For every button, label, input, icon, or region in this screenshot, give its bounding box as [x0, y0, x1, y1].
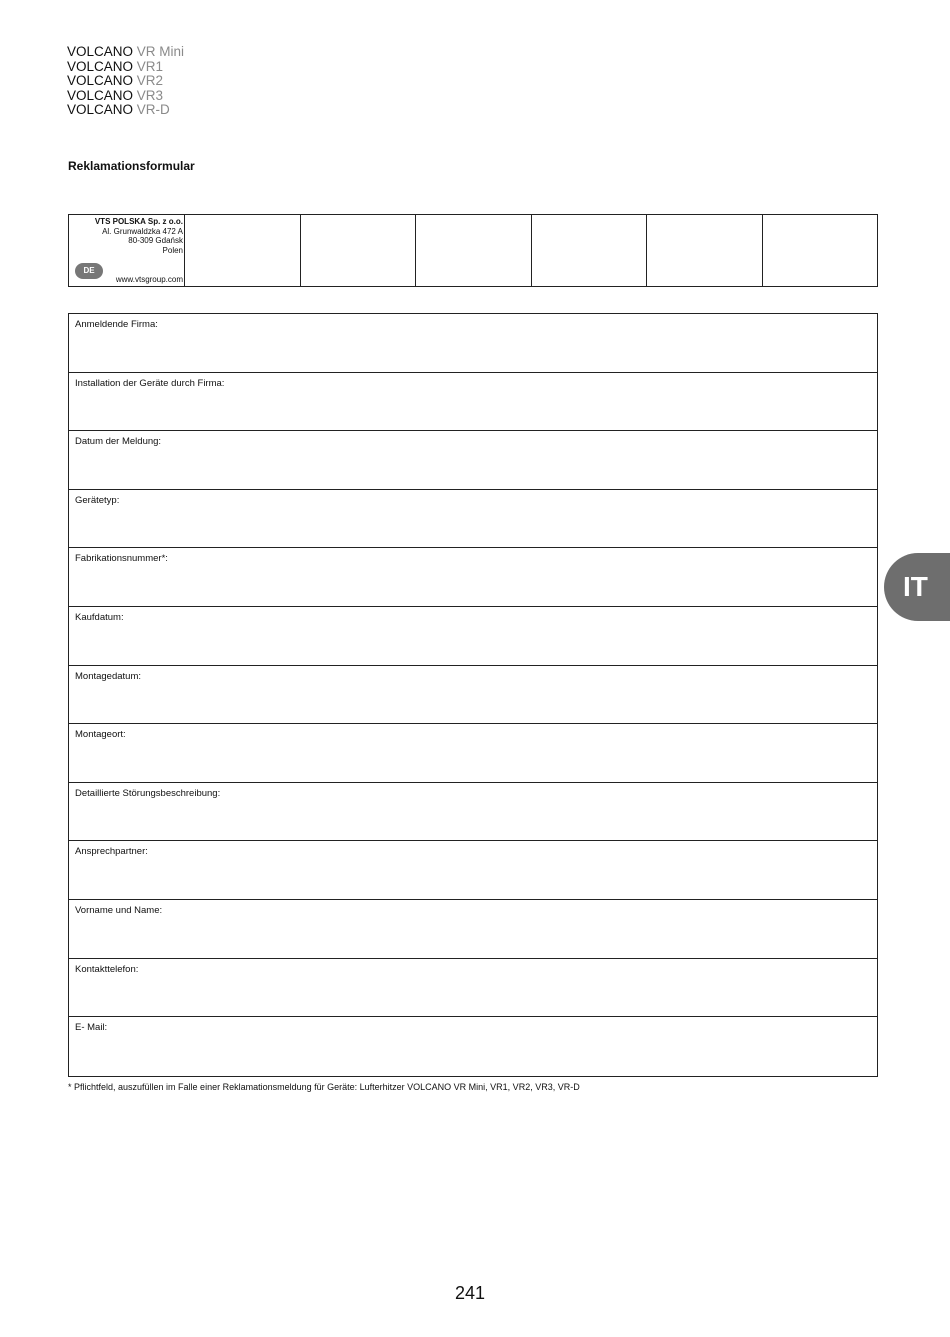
- field-row-device-type[interactable]: [69, 490, 877, 549]
- field-row-full-name[interactable]: [69, 900, 877, 959]
- page-number: 241: [454, 1283, 486, 1303]
- header-blank-cell[interactable]: [647, 215, 763, 286]
- field-label: Fabrikationsnummer*:: [75, 553, 168, 565]
- company-name: VTS POLSKA Sp. z o.o.: [94, 217, 183, 226]
- field-label: Detaillierte Störungsbeschreibung:: [75, 787, 221, 799]
- footnote: * Pflichtfeld, auszufüllen im Falle einer Reklamationsmeldung für Geräte: Lufterhitzer VOLCANO VR Mini, VR1, VR2, VR3, VR-D: [68, 1082, 580, 1092]
- field-label: Vorname und Name:: [75, 904, 163, 916]
- header-blank-cell[interactable]: [301, 215, 417, 286]
- field-label: Montagedatum:: [75, 670, 142, 682]
- model-variant: VR-D: [136, 102, 170, 117]
- company-city: 80-309 Gdańsk: [128, 236, 183, 245]
- field-row-installation-company[interactable]: [69, 373, 877, 432]
- field-label: E- Mail:: [75, 1022, 108, 1034]
- field-label: Anmeldende Firma:: [75, 319, 158, 330]
- field-row-purchase-date[interactable]: [69, 607, 877, 666]
- language-badge: DE: [75, 263, 103, 279]
- field-row-email[interactable]: [69, 1017, 877, 1076]
- field-row-contact-person[interactable]: [69, 841, 877, 900]
- header-blank-cell[interactable]: [185, 215, 301, 286]
- company-country: Polen: [162, 245, 183, 255]
- field-row-reporting-company[interactable]: [69, 314, 877, 373]
- field-row-fault-description[interactable]: [69, 783, 877, 842]
- fields-table: [68, 313, 878, 1077]
- model-brand: VOLCANO: [67, 73, 134, 88]
- header-blank-cell[interactable]: [532, 215, 648, 286]
- model-variant: VR3: [136, 87, 164, 103]
- field-row-installation-date[interactable]: [69, 666, 877, 725]
- field-row-serial-number[interactable]: [69, 548, 877, 607]
- field-label: Gerätetyp:: [75, 494, 120, 506]
- model-brand: VOLCANO: [67, 102, 134, 117]
- field-label: Kontakttelefon:: [75, 963, 139, 975]
- model-line: [67, 45, 184, 60]
- field-row-report-date[interactable]: [69, 431, 877, 490]
- header-table: [68, 214, 878, 287]
- language-tab: IT: [884, 553, 950, 621]
- model-list: [67, 45, 184, 118]
- model-variant: VR Mini: [136, 44, 185, 59]
- model-variant: VR2: [136, 73, 164, 88]
- company-street: Al. Grunwaldzka 472 A: [102, 226, 183, 236]
- model-brand: VOLCANO: [67, 87, 134, 103]
- model-brand: VOLCANO: [67, 44, 134, 59]
- field-label: Datum der Meldung:: [75, 436, 162, 448]
- header-blank-cell[interactable]: [763, 215, 878, 286]
- address-cell: [69, 215, 185, 286]
- field-label: Ansprechpartner:: [75, 846, 148, 858]
- model-line: [67, 103, 184, 118]
- model-line: [67, 74, 184, 89]
- field-row-installation-location[interactable]: [69, 724, 877, 783]
- model-variant: VR1: [136, 58, 164, 74]
- field-label: Kaufdatum:: [75, 611, 124, 623]
- form-title: Reklamationsformular: [68, 159, 195, 173]
- field-row-contact-phone[interactable]: [69, 959, 877, 1018]
- model-line: [67, 89, 184, 104]
- model-brand: VOLCANO: [67, 58, 134, 74]
- model-line: [67, 60, 184, 75]
- field-label: Montageort:: [75, 729, 126, 741]
- field-label: Installation der Geräte durch Firma:: [75, 377, 225, 389]
- company-website: www.vtsgroup.com: [115, 274, 183, 284]
- header-blank-cell[interactable]: [416, 215, 532, 286]
